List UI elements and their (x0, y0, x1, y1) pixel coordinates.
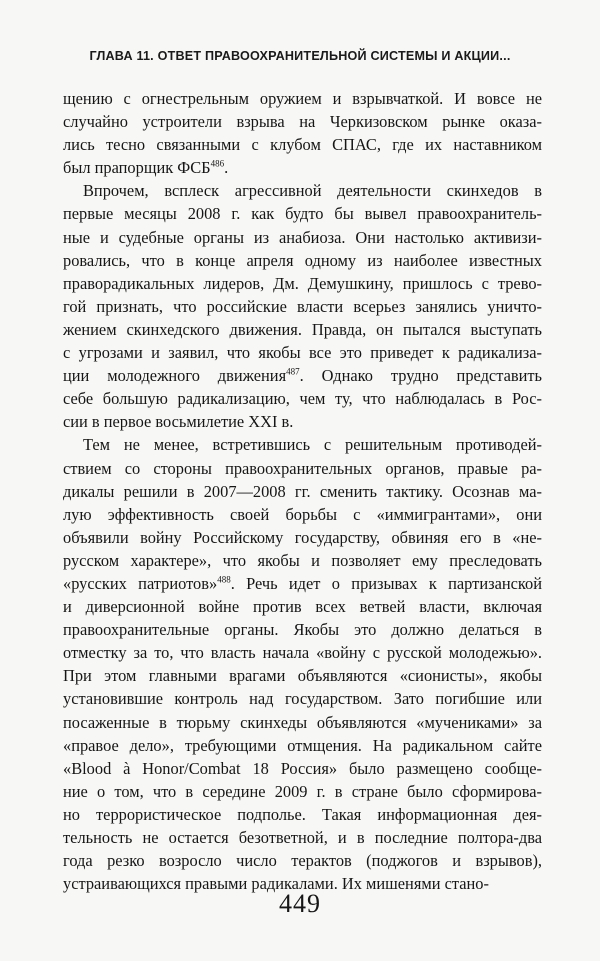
line-text: но террористическое подполье. Такая информационная дея- (63, 804, 542, 824)
text-line (63, 526, 542, 549)
text-line (63, 110, 542, 133)
text-line (63, 503, 542, 526)
line-text: праворадикальных лидеров, Дм. Демушкину, пришлось с трево- (63, 273, 542, 293)
text-line (63, 595, 542, 618)
line-text: дикалы решили в 2007—2008 гг. сменить тактику. Осознав ма- (63, 481, 542, 501)
text-line (63, 572, 542, 595)
footnote-ref: 487 (286, 366, 300, 377)
line-text: ствием со стороны правоохранительных органов, правые ра- (63, 458, 542, 478)
text-line (63, 711, 542, 734)
line-text: «Blood à Honor/Combat 18 Россия» было размещено сообще- (63, 758, 542, 778)
line-text: «правое дело», требующими отмщения. На радикальном сайте (63, 735, 542, 755)
text-line (63, 156, 542, 179)
paragraph (63, 87, 542, 179)
footnote-ref: 488 (217, 574, 231, 585)
line-text: тельность не остается безответной, и в последние полтора-два (63, 828, 542, 847)
text-line (63, 457, 542, 480)
line-text: сии в первое восьмилетие XXI в. (63, 412, 294, 432)
line-text: жением скинхедского движения. Правда, он пытался выступать (63, 319, 542, 339)
paragraph (63, 433, 542, 895)
line-text-continued: . Однако трудно представить (299, 366, 542, 386)
text-line (63, 849, 542, 872)
text-line (63, 179, 542, 202)
line-text: отместку за то, что власть начала «войну с русской молодежью». (63, 643, 542, 663)
text-line (63, 803, 542, 826)
text-line (63, 226, 542, 249)
text-line (63, 387, 542, 410)
page-number: 449 (279, 889, 321, 918)
line-text: Впрочем, всплеск агрессивной деятельности скинхедов в (83, 181, 542, 201)
body-text (63, 87, 542, 895)
text-line (63, 826, 542, 849)
text-line (63, 295, 542, 318)
text-line (63, 318, 542, 341)
line-text: устраивающихся правыми радикалами. Их мишенями стано- (63, 874, 489, 894)
line-text: был прапорщик ФСБ (63, 158, 211, 178)
text-line (63, 757, 542, 780)
text-line (63, 780, 542, 803)
text-line (63, 734, 542, 757)
line-text-continued: . Речь идет о призывах к партизанской (230, 573, 542, 593)
line-text: ции молодежного движения (63, 366, 287, 386)
line-text: установившие контроль над государством. Зато погибшие или (63, 689, 542, 709)
text-line (63, 641, 542, 664)
text-line (63, 480, 542, 503)
line-text: щению с огнестрельным оружием и взрывчаткой. И вовсе не (63, 89, 542, 108)
text-line (63, 664, 542, 687)
text-line (63, 133, 542, 156)
line-text: с угрозами и заявил, что якобы все это приведет к радикализа- (63, 343, 542, 363)
line-text: При этом главными врагами объявляются «сионисты», якобы (63, 666, 542, 686)
line-text: ные и судебные органы из анабиоза. Они настолько активизи- (63, 227, 542, 247)
running-header: ГЛАВА 11. ОТВЕТ ПРАВООХРАНИТЕЛЬНОЙ СИСТЕМЫ И АКЦИИ... (89, 49, 511, 63)
text-line (63, 364, 542, 387)
line-text: русском характере», что якобы и позволяет ему преследовать (63, 550, 542, 570)
line-text: себе большую радикализацию, чем ту, что наблюдалась в Рос- (63, 389, 542, 409)
text-line (63, 202, 542, 225)
line-text: Тем не менее, встретившись с решительным противодей- (83, 435, 542, 455)
paragraph (63, 179, 542, 433)
text-line (63, 618, 542, 641)
line-text: случайно устроители взрыва на Черкизовском рынке оказа- (63, 112, 542, 132)
text-line (63, 272, 542, 295)
text-line (63, 87, 542, 110)
text-line (63, 341, 542, 364)
line-text: «русских патриотов» (63, 573, 218, 593)
line-text: лись тесно связанными с клубом СПАС, где их наставником (63, 135, 542, 155)
line-text: первые месяцы 2008 г. как будто бы вывел правоохранитель- (63, 204, 542, 224)
text-line (63, 687, 542, 710)
line-text: посаженные в тюрьму скинхеды объявляются «мучениками» за (63, 712, 542, 732)
line-text: гой признать, что российские власти всерьез занялись уничто- (63, 296, 542, 316)
line-text: года резко возросло число терактов (поджогов и взрывов), (63, 851, 542, 871)
line-text: и диверсионной войне против всех ветвей власти, включая (63, 597, 542, 617)
line-text: ние о том, что в середине 2009 г. в стране было сформирова- (63, 781, 542, 801)
text-line (63, 433, 542, 456)
footnote-ref: 486 (210, 158, 225, 169)
text-line (63, 549, 542, 572)
text-line (63, 249, 542, 272)
line-text: лую эффективность своей борьбы с «иммигрантами», они (63, 504, 542, 524)
text-line (63, 410, 542, 433)
line-text-continued: . (224, 158, 229, 178)
line-text: правоохранительные органы. Якобы это должно делаться в (63, 620, 542, 640)
line-text: объявили войну Российскому государству, обвиняя его в «не- (63, 527, 542, 547)
line-text: ровались, что в конце апреля одному из наиболее известных (63, 250, 542, 270)
